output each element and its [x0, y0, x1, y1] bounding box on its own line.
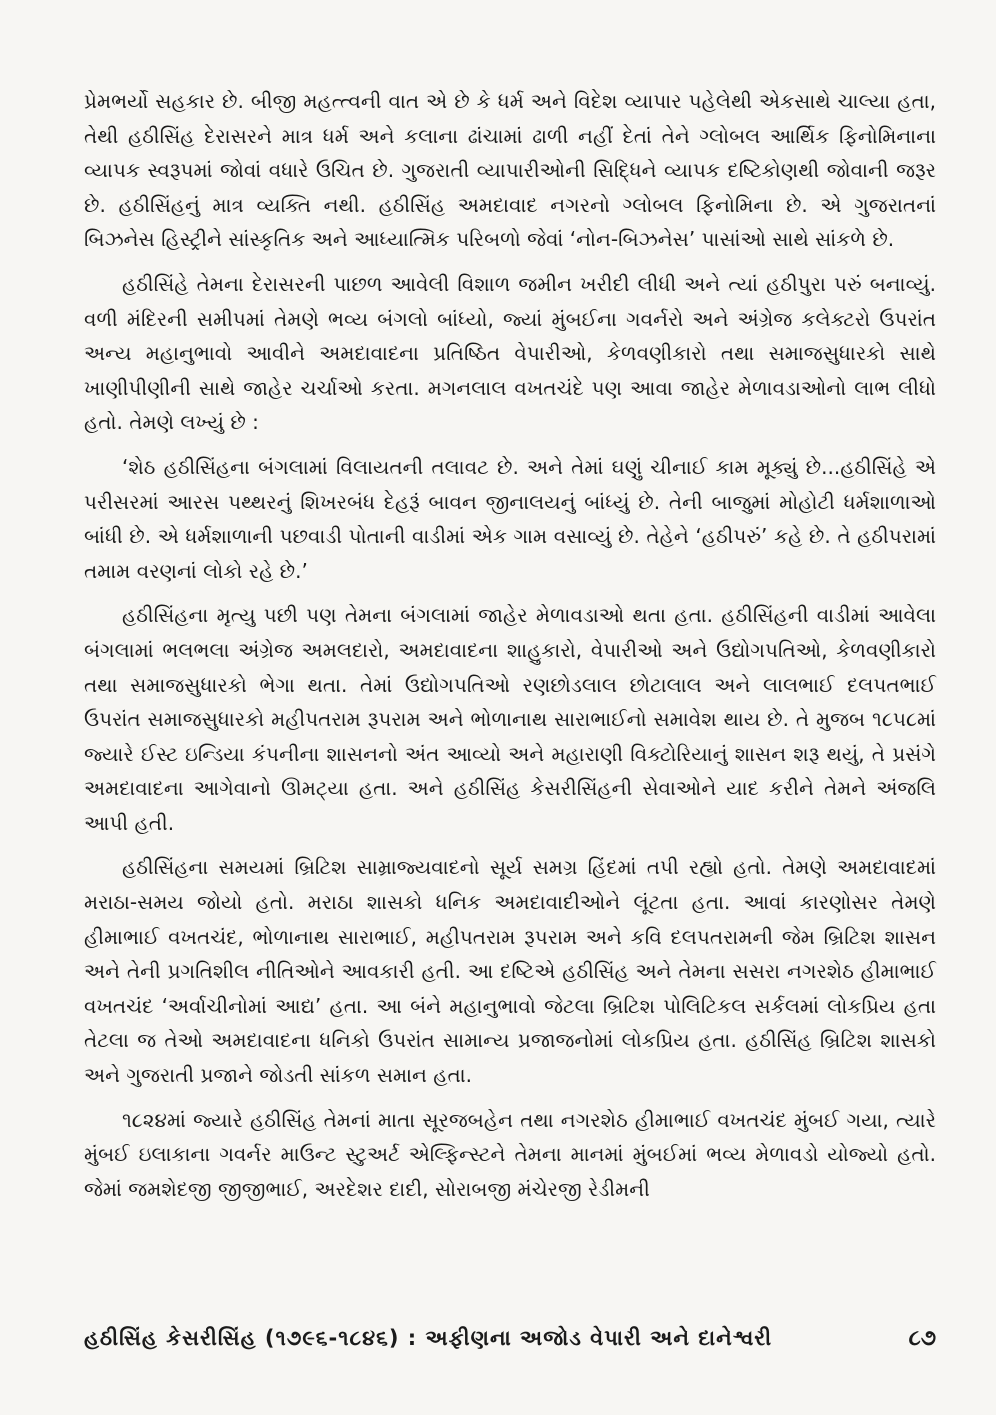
paragraph: પ્રેમભર્યો સહકાર છે. બીજી મહત્ત્વની વાત એ છે કે ધર્મ અને વિદેશ વ્યાપાર પહેલેથી એકસાથે ચાલ્યા હતા, તેથી હઠીસિંહ દેરાસરને માત્ર ધર્મ અને કલાના ઢાંચામાં ઢાળી નહીં દેતાં તેને ગ્લોબલ આર્થિક ફિનોમિનાના વ્યાપક સ્વરૂપમાં જોવાં વધારે ઉચિત છે. ગુજરાતી વ્યાપારીઓની સિદ્ધિને વ્યાપક દષ્ટિકોણથી જોવાની જરૂર છે. હઠીસિંહનું માત્ર વ્યક્તિ નથી. હઠીસિંહ અમદાવાદ નગરનો ગ્લોબલ ફિનોમિના છે. એ ગુજરાતનાં બિઝનેસ હિસ્ટ્રીને સાંસ્કૃતિક અને આધ્યાત્મિક પરિબળો જેવાં ‘નોન-બિઝનેસ’ પાસાંઓ સાથે સાંકળે છે. [84, 89, 936, 252]
paragraph: હઠીસિંહના સમયમાં બ્રિટિશ સામ્રાજ્યવાદનો સૂર્ય સમગ્ર હિંદમાં તપી રહ્યો હતો. તેમણે અમદાવાદમાં મરાઠા-સમય જોયો હતો. મરાઠા શાસકો ધનિક અમદાવાદીઓને લૂંટતા હતા. આવાં કારણોસર તેમણે હીમાભાઈ વખતચંદ, ભોળાનાથ સારાભાઈ, મહીપતરામ રૂપરામ અને કવિ દલપતરામની જેમ બ્રિટિશ શાસન અને તેની પ્રગતિશીલ નીતિઓને આવકારી હતી. આ દષ્ટિએ હઠીસિંહ અને તેમના સસરા નગરશેઠ હીમાભાઈ વખતચંદ ‘અર્વાચીનોમાં આદ્ય’ હતા. આ બંને મહાનુભાવો જેટલા બ્રિટિશ પોલિટિકલ સર્કલમાં લોકપ્રિય હતા તેટલા જ તેઓ અમદાવાદના ધનિકો ઉપરાંત સામાન્ય પ્રજાજનોમાં લોકપ્રિય હતા. હઠીસિંહ બ્રિટિશ શાસકો અને ગુજરાતી પ્રજાને જોડતી સાંકળ સમાન હતા. [84, 855, 936, 1088]
page-number: ૮૭ [908, 1325, 936, 1351]
page-footer [84, 1320, 936, 1356]
paragraph: હઠીસિંહના મૃત્યુ પછી પણ તેમના બંગલામાં જાહેર મેળાવડાઓ થતા હતા. હઠીસિંહની વાડીમાં આવેલા બંગલામાં ભલભલા અંગ્રેજ અમલદારો, અમદાવાદના શાહુકારો, વેપારીઓ અને ઉદ્યોગપતિઓ, કેળવણીકારો તથા સમાજસુધારકો ભેગા થતા. તેમાં ઉદ્યોગપતિઓ રણછોડલાલ છોટાલાલ અને લાલભાઈ દલપતભાઈ ઉપરાંત સમાજસુધારકો મહીપતરામ રૂપરામ અને ભોળાનાથ સારાભાઈનો સમાવેશ થાય છે. તે મુજબ ૧૮૫૮માં જ્યારે ઈસ્ટ ઇન્ડિયા કંપનીના શાસનનો અંત આવ્યો અને મહારાણી વિક્ટોરિયાનું શાસન શરૂ થયું, તે પ્રસંગે અમદાવાદના આગેવાનો ઊમટ્યા હતા. અને હઠીસિંહ કેસરીસિંહની સેવાઓને યાદ કરીને તેમને અંજલિ આપી હતી. [84, 603, 936, 835]
body-text [84, 84, 936, 1216]
running-footer-title: હઠીસિંહ કેસરીસિંહ (૧૭૯૬-૧૮૪૬) : અફીણના અજોડ વેપારી અને દાનેશ્વરી [84, 1325, 773, 1350]
paragraph: ૧૮૨૪માં જ્યારે હઠીસિંહ તેમનાં માતા સૂરજબહેન તથા નગરશેઠ હીમાભાઈ વખતચંદ મુંબઈ ગયા, ત્યારે મુંબઈ ઇલાકાના ગવર્નર માઉન્ટ સ્ટુઅર્ટ એલ્ફિન્સ્ટને તેમના માનમાં મુંબઈમાં ભવ્ય મેળાવડો યોજ્યો હતો. જેમાં જમશેદજી જીજીભાઈ, અરદેશર દાદી, સોરાબજી મંચેરજી રેડીમની [84, 1107, 936, 1201]
quotation-paragraph: ‘શેઠ હઠીસિંહના બંગલામાં વિલાયતની તલાવટ છે. અને તેમાં ઘણું ચીનાઈ કામ મૂક્યું છે...હઠીસિંહે એ પરીસરમાં આરસ પથ્થરનું શિખરબંધ દેહરૂં બાવન જીનાલયનું બાંધ્યું છે. તેની બાજુમાં મોહોટી ધર્મશાળાઓ બાંધી છે. એ ધર્મશાળાની પછવાડી પોતાની વાડીમાં એક ગામ વસાવ્યું છે. તેહેને ‘હઠીપરું’ કહે છે. તે હઠીપરામાં તમામ વરણનાં લોકો રહે છે.’ [84, 454, 936, 583]
paragraph: હઠીસિંહે તેમના દેરાસરની પાછળ આવેલી વિશાળ જમીન ખરીદી લીધી અને ત્યાં હઠીપુરા પરું બનાવ્યું. વળી મંદિરની સમીપમાં તેમણે ભવ્ય બંગલો બાંધ્યો, જ્યાં મુંબઈના ગવર્નરો અને અંગ્રેજ કલેક્ટરો ઉપરાંત અન્ય મહાનુભાવો આવીને અમદાવાદના પ્રતિષ્ઠિત વેપારીઓ, કેળવણીકારો તથા સમાજસુધારકો સાથે ખાણીપીણીની સાથે જાહેર ચર્ચાઓ કરતા. મગનલાલ વખતચંદે પણ આવા જાહેર મેળાવડાઓનો લાભ લીધો હતો. તેમણે લખ્યું છે : [84, 271, 936, 435]
